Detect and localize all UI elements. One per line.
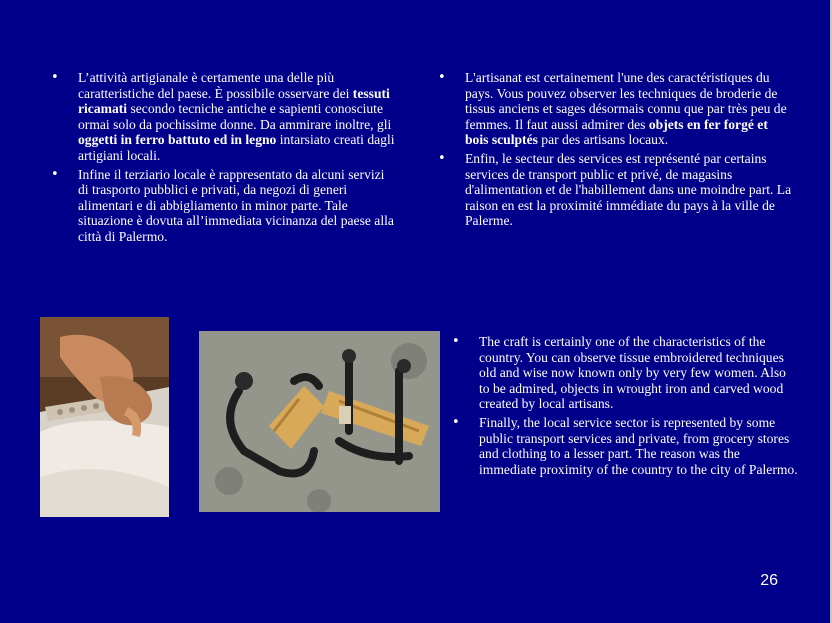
wrought-iron-photo bbox=[199, 331, 440, 512]
english-bullet-crafts: • The craft is certainly one of the characteristics of the country. You can observe tissue embroidered techniques old and wise now known only by very few women. Also to be admired, objects in wrought iron and carved wood created by local artisans. bbox=[452, 334, 798, 412]
french-bullet-crafts: • L'artisanat est certainement l'une des caractéristiques du pays. Vous pouvez observer les techniques de broderie de tissus anciens et sages désormais connu que par très peu de femmes. Il faut aussi admirer des objets en fer forgé et bois sculptés par des artisans locaux. bbox=[438, 70, 792, 148]
italian-bullet-services: • Infine il terziario locale è rappresentato da alcuni servizi di trasporto pubblici e privati, da negozi di generi alimentari e di abbigliamento in minor parte. Tale situazione è dovuta all’immediata vicinanza del paese alla città di Palermo. bbox=[51, 167, 397, 245]
embroidery-photo bbox=[40, 317, 169, 517]
english-bullet-services: • Finally, the local service sector is represented by some public transport services and private, from grocery stores and clothing to a lesser part. The reason was the immediate proximity of the country to the city of Palermo. bbox=[452, 415, 798, 477]
italian-bullet-crafts: • L’attività artigianale è certamente una delle più caratteristiche del paese. È possibile osservare dei tessuti ricamati secondo tecniche antiche e sapienti conosciute ormai solo da pochissime donne. Da ammirare inoltre, gli oggetti in ferro battuto ed in legno intarsiato creati dagli artigiani locali. bbox=[51, 70, 397, 164]
english-text-column bbox=[452, 334, 798, 480]
page-number: 26 bbox=[760, 572, 778, 589]
embroidery-illustration bbox=[40, 317, 169, 517]
french-text-column bbox=[438, 70, 792, 232]
italian-text-column bbox=[51, 70, 397, 248]
french-bullet-services: • Enfin, le secteur des services est représenté par certains services de transport public et privé, de magasins d'alimentation et de l'habillement dans une moindre part. La raison en est la proximité immédiate du pays à la ville de Palerme. bbox=[438, 151, 792, 229]
wrought-iron-illustration bbox=[199, 331, 440, 512]
